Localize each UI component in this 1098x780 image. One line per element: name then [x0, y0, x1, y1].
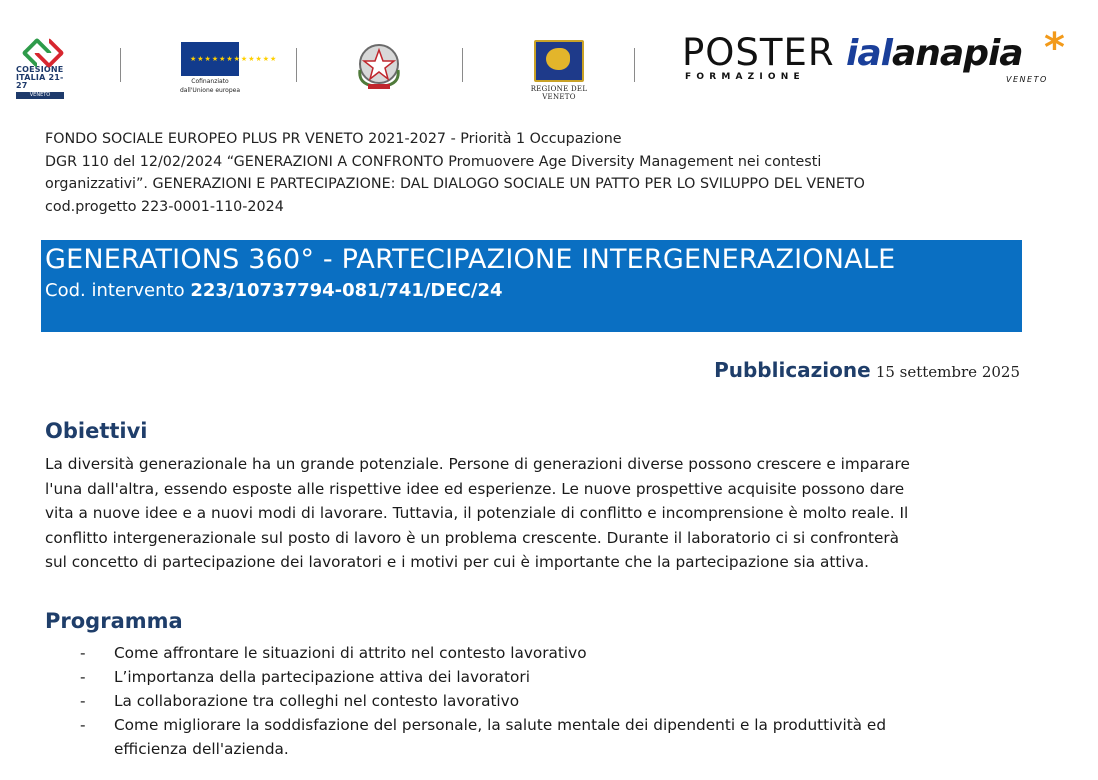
logo-strip [0, 0, 1098, 110]
coesione-line2: ITALIA 21-27 [16, 73, 64, 90]
program-item [45, 641, 1035, 665]
program-item [45, 665, 1035, 689]
veneto-lion-icon [534, 40, 584, 82]
funding-line-1: FONDO SOCIALE EUROPEO PLUS PR VENETO 2021-2027 - Priorità 1 Occupazione [45, 131, 622, 147]
funding-line-3: organizzativi”. GENERAZIONI E PARTECIPAZIONE: DAL DIALOGO SOCIALE UN PATTO PER LO SVILUPPO DEL VENETO [45, 176, 865, 192]
ial-text: ial [846, 33, 892, 74]
objectives-line: conflitto intergenerazionale sul posto di lavoro è un problema crescente. Durante il laboratorio ci si confronterà [45, 528, 900, 547]
eu-caption-1: Cofinanziato [191, 78, 229, 85]
objectives-heading: Obiettivi [45, 419, 148, 443]
coesione-line3: VENETO [16, 92, 64, 99]
coesione-mark-icon [16, 40, 64, 66]
logo-divider [120, 48, 121, 82]
logo-divider [296, 48, 297, 82]
coesione-line1: COESIONE [16, 65, 64, 74]
eu-stars: ★★★★★★★★★★★★ [190, 54, 278, 63]
objectives-line: La diversità generazionale ha un grande potenziale. Persone di generazioni diverse possono crescere e imparare [45, 455, 910, 473]
program-item-text: L’importanza della partecipazione attiva dei lavoratori [114, 668, 530, 686]
list-dash: - [80, 668, 86, 686]
coesione-italia-logo [16, 40, 64, 98]
eu-flag-icon [181, 42, 278, 76]
list-dash: - [80, 716, 86, 734]
objectives-line: l'una dall'altra, essendo esposte alle rispettive idee ed esperienze. Le nuove prospettive acquisite possono dare [45, 479, 905, 498]
anapia-text: anapia [891, 33, 1023, 74]
list-dash: - [80, 644, 86, 662]
publication-label: Pubblicazione [714, 358, 871, 382]
program-item-text: La collaborazione tra colleghi nel contesto lavorativo [114, 692, 520, 710]
publication-line [714, 358, 1020, 382]
publication-date: 15 settembre 2025 [875, 363, 1020, 381]
veneto-caption: REGIONE DEL VENETO [530, 85, 588, 101]
objectives-line: vita a nuove idee e a nuovi modi di lavorare. Tuttavia, il potenziale di conflitto e incomprensione è molto reale. Il [45, 504, 909, 523]
funding-line-2: DGR 110 del 12/02/2024 “GENERAZIONI A CONFRONTO Promuovere Age Diversity Management nei contesti [45, 153, 822, 170]
intervention-code-value: 223/10737794-081/741/DEC/24 [190, 280, 503, 301]
list-dash: - [80, 692, 86, 710]
title-banner [41, 240, 1022, 332]
program-item [45, 689, 1035, 713]
intervention-code [45, 278, 503, 304]
eu-cofinanced-logo [178, 42, 278, 94]
objectives-line: sul concetto di partecipazione dei lavoratori e i motivi per cui è importante che la partecipazione sia attiva. [45, 553, 869, 572]
program-heading: Programma [45, 609, 183, 633]
eu-caption-2: dall'Unione europea [179, 87, 241, 94]
program-item [45, 713, 1035, 761]
asterisk-icon: * [1044, 25, 1065, 71]
program-item-text: Come affrontare le situazioni di attrito nel contesto lavorativo [114, 644, 587, 662]
poster-sub: FORMAZIONE [685, 72, 805, 82]
objectives-paragraph [45, 452, 1030, 575]
regione-veneto-logo [520, 40, 598, 101]
logo-divider [462, 48, 463, 82]
italian-republic-emblem [352, 40, 406, 90]
ial-anapia-logo [846, 25, 1086, 92]
funding-header [45, 128, 1045, 218]
poster-formazione-logo [682, 31, 835, 90]
ial-region: VENETO [1006, 75, 1048, 84]
program-list [45, 641, 1035, 761]
funding-line-4: cod.progetto 223-0001-110-2024 [45, 198, 284, 215]
program-item-text: Come migliorare la soddisfazione del personale, la salute mentale dei dipendenti e la produttività ed [114, 716, 887, 734]
program-item-text-cont: efficienza dell'azienda. [114, 740, 289, 758]
poster-name: POSTER [682, 31, 835, 74]
intervention-code-label: Cod. intervento [45, 280, 191, 301]
logo-divider [634, 48, 635, 82]
course-title: GENERATIONS 360° - PARTECIPAZIONE INTERGENERAZIONALE [45, 244, 896, 275]
republic-emblem-icon [352, 40, 406, 92]
